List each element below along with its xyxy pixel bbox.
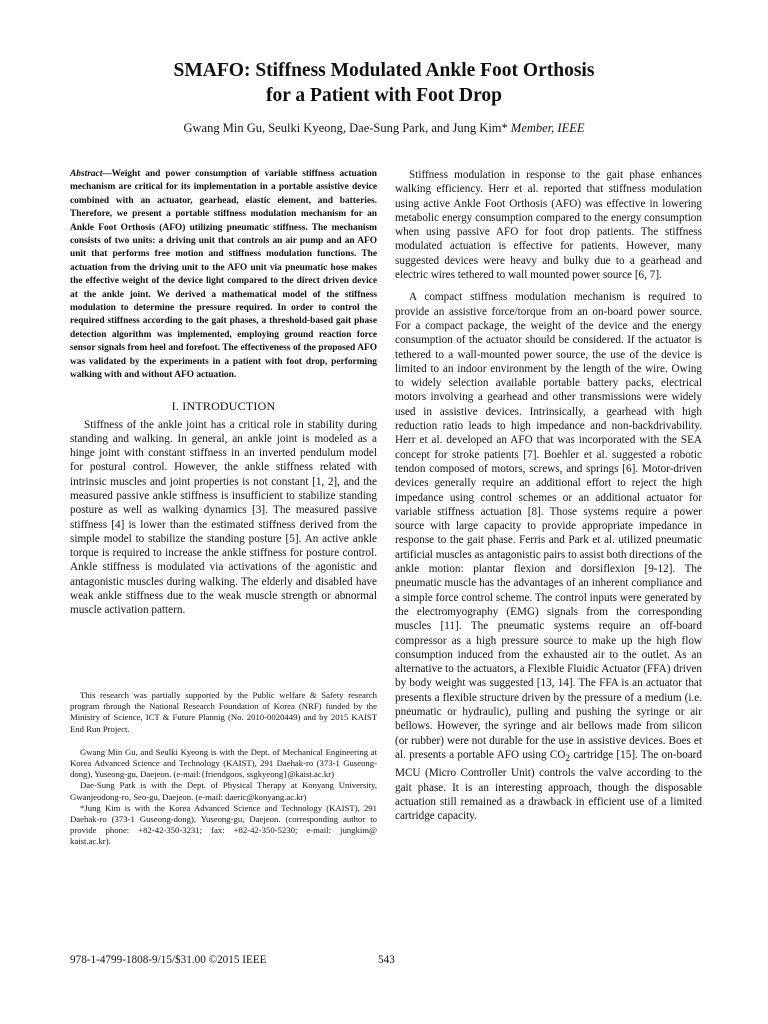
page-number: 543 [378,954,395,966]
footer-isbn: 978-1-4799-1808-9/15/$31.00 ©2015 IEEE [70,954,267,966]
footnote-affiliation-2: Dae-Sung Park is with the Dept. of Physical Therapy at Konyang University, Gwanjeodong-ro, Seo-gu, Daejeon. (e-mail: daeric@konyang.ac.kr) [70,780,377,802]
abstract-dash: — [102,169,112,179]
footnotes [70,690,377,848]
footnote-funding: This research was partially supported by the Public welfare & Safety research program through the National Research Foundation of Korea (NRF) funded by the Ministry of Science, ICT & Future Plannig (No. 2010-0020449) and by 2015 KAIST End Run Project. [70,690,377,734]
abstract [70,168,377,383]
section-heading-introduction: I. INTRODUCTION [171,398,276,413]
right-column [395,168,702,832]
title-line-1: SMAFO: Stiffness Modulated Ankle Foot Orthosis [173,60,595,81]
right-paragraph-2-part-a: A compact stiffness modulation mechanism is required to provide an assistive force/torque from an on-board power source. For a compact package, the weight of the device and the energy consumption of the actuator should be considered. If the actuator is tethered to a wall-mounted power source, the use of the device is limited to an indoor environment by the length of the wire. Owing to widely selection available portable battery packs, electrical motors involving a gearhead and other transmissions were widely used in assistive devices. Intrinsically, a gearhead with high reduction ratio leads to high impedance and non-backdrivability. Herr et al. developed an AFO that was incorporated with the SEA concept for stroke patients [7]. Boehler et al. suggested a robotic tendon composed of motors, screws, and springs [6]. Motor-driven devices generally require an additional effort to reject the high impedance using control schemes or an additional actuator for variable stiffness actuation [8]. Those systems require a power source with large capacity to provide appropriate impedance in response to the gait phase. Ferris and Park et al. utilized pneumatic artificial muscles as antagonistic pairs to assist both directions of the ankle motion: plantar flexion and dorsiflexion [9-12]. The pneumatic muscle has the advantages of an inherent compliance and a simple force control scheme. The control inputs were generated by the electromyography (EMG) signals from the corresponding muscles [11]. The pneumatic systems require an off-board compressor as a high pressure source to make up the high flow consumption induced from the exhausted air to the outlet. As an alternative to the actuators, a Flexible Fluidic Actuator (FFA) driven by body weight was suggested [13, 14]. The FFA is an actuator that presents a flexible structure driven by the pressure of a medium (i.e. pneumatic or hydraulic), pulling and pushing the syringe or air bellows. However, the syringe and air bellows made from silicon (or rubber) were not durable for the use in assistive devices. Boes et al. presents a portable AFO using CO [395,291,702,761]
footnote-affiliation-1: Gwang Min Gu, and Seulki Kyeong is with the Dept. of Mechanical Engineering at Korea Advanced Science and Technology (KAIST), 291 Daehak-ro (373-1 Guseong-dong), Yuseong-gu, Daejeon. (e-mail:{friendgoos, ssgkyeong}@kaist.ac.kr) [70,746,377,780]
abstract-lead: Abstract [70,169,103,179]
right-paragraph-1: Stiffness modulation in response to the gait phase enhances walking efficiency. Herr et al. reported that stiffness modulation using active Ankle Foot Orthosis (AFO) was effective in lowering metabolic energy consumption compared to the energy consumption when using passive AFO for foot drop patients. The stiffness modulated actuation is effective for patients. However, many suggested devices were heavy and bulky due to a gearhead and electric wires tethered to wall mounted power source [6, 7]. [395,169,702,282]
abstract-text: Weight and power consumption of variable stiffness actuation mechanism are critical for its implementation in a portable assistive device combined with an actuator, gearhead, elastic element, and batteries. Therefore, we present a portable stiffness modulation mechanism for an Ankle Foot Orthosis (AFO) utilizing pneumatic stiffness. The mechanism consists of two units: a driving unit that controls an air pump and an AFO unit that performs free motion and stiffness modulation functions. The actuation from the driving unit to the AFO unit via pneumatic hose makes the effective weight of the device light compared to the direct driven device at the ankle joint. We derived a mathematical model of the stiffness modulation to determine the pressure required. In order to control the required stiffness according to the gait phases, a threshold-based gait phase detection algorithm was implemented, employing ground reaction force sensor signals from heel and forefoot. The effectiveness of the proposed AFO was validated by the experiments in a patient with foot drop, performing walking with and without AFO actuation. [70,169,377,381]
paper-title [0,58,768,108]
author-line [0,120,768,136]
title-line-2: for a Patient with Foot Drop [266,85,502,106]
footnote-affiliation-3: *Jung Kim is with the Korea Advanced Science and Technology (KAIST), 291 Daehak-ro (373-1 Guseong-dong), Yuseong-gu, Daejeon. (corresponding author to provide phone: +82-42-350-3231; fax: +82-42-350-5230; e-mail: jungkim@ kaist.ac.kr). [70,802,377,847]
right-paragraph-2 [395,290,702,823]
author-names: Gwang Min Gu, Seulki Kyeong, Dae-Sung Park, and Jung Kim* [183,121,508,135]
right-paragraph-2-part-b: cartridge [15]. The on-board MCU (Micro Controller Unit) controls the valve according to the gait phase. It is an interesting approach, though the disposable actuation still remained as a drawback in efficient use of a limited cartridge capacity. [395,748,703,823]
intro-paragraph-1: Stiffness of the ankle joint has a critical role in stability during standing and walking. In general, an ankle joint is modeled as a hinge joint with constant stiffness in an inverted pendulum model for postural control. However, the ankle stiffness related with intrinsic muscles and joint properties is not constant [1, 2], and the measured passive ankle stiffness is insufficient to stabilize standing posture as well as walking dynamics [3]. The measured passive stiffness [4] is lower than the estimated stiffness derived from the simple model to stabilize the standing posture [5]. An active ankle torque is required to increase the ankle stiffness for posture control. Ankle stiffness is modulated via activations of the agonistic and antagonistic muscles during walking. The elderly and disabled have weak ankle stiffness due to the weak muscle strength or abnormal muscle activation pattern. [70,418,377,617]
left-column [70,168,377,626]
co2-subscript: 2 [565,754,571,765]
author-membership: Member, IEEE [510,121,585,135]
